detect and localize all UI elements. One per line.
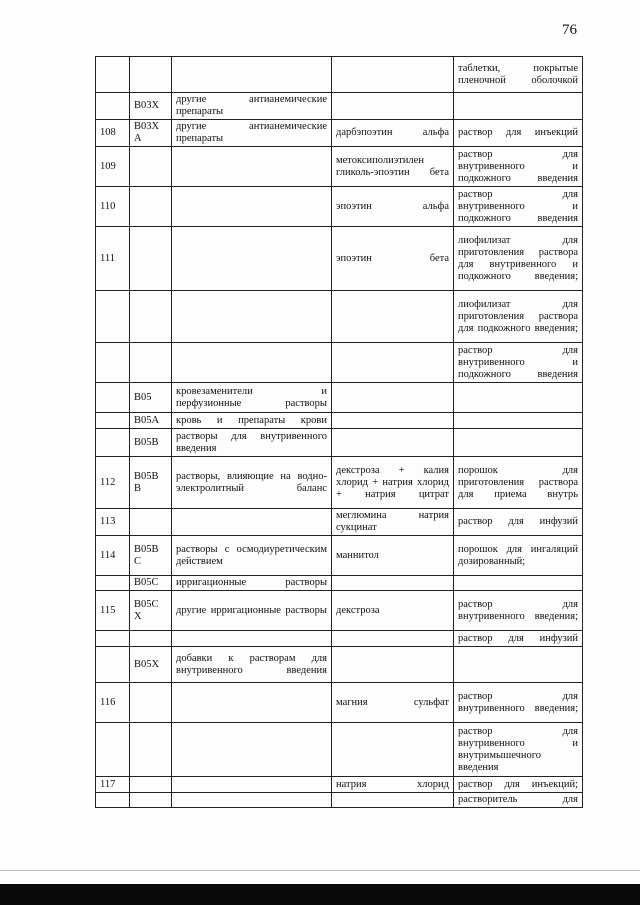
table-row	[96, 536, 583, 576]
row-number-cell: 109	[96, 147, 130, 187]
table-row	[96, 683, 583, 723]
atc-code-cell	[130, 57, 172, 93]
substance-cell	[332, 429, 454, 457]
scan-bottom-edge	[0, 884, 640, 905]
dosage-form-cell: раствор для внутривенного введения;	[454, 591, 583, 631]
dosage-form-cell: раствор для инъекций;	[454, 777, 583, 793]
table-row	[96, 429, 583, 457]
table-row	[96, 509, 583, 536]
table-row	[96, 120, 583, 147]
dosage-form-cell: раствор для внутривенного и внутримышечного введения	[454, 723, 583, 777]
dosage-form-cell: раствор для внутривенного и подкожного введения	[454, 147, 583, 187]
table-row	[96, 343, 583, 383]
row-number-cell	[96, 413, 130, 429]
dosage-form-cell	[454, 576, 583, 591]
dosage-form-cell: раствор для внутривенного введения;	[454, 683, 583, 723]
dosage-form-cell	[454, 413, 583, 429]
table-row	[96, 647, 583, 683]
substance-cell: декстроза + калия хлорид + натрия хлорид + натрия цитрат	[332, 457, 454, 509]
row-number-cell: 115	[96, 591, 130, 631]
dosage-form-cell	[454, 429, 583, 457]
group-name-cell: ирригационные растворы	[172, 576, 332, 591]
dosage-form-cell	[454, 647, 583, 683]
substance-cell	[332, 291, 454, 343]
group-name-cell	[172, 187, 332, 227]
substance-cell	[332, 383, 454, 413]
atc-code-cell: B05B C	[130, 536, 172, 576]
row-number-cell	[96, 93, 130, 120]
row-number-cell: 113	[96, 509, 130, 536]
table-row	[96, 413, 583, 429]
atc-code-cell	[130, 187, 172, 227]
group-name-cell	[172, 343, 332, 383]
substance-cell: меглюмина натрия сукцинат	[332, 509, 454, 536]
group-name-cell: кровезаменители и перфузионные растворы	[172, 383, 332, 413]
group-name-cell: другие ирригационные растворы	[172, 591, 332, 631]
table-row	[96, 591, 583, 631]
row-number-cell	[96, 57, 130, 93]
row-number-cell: 114	[96, 536, 130, 576]
substance-cell	[332, 647, 454, 683]
atc-code-cell: B05C X	[130, 591, 172, 631]
group-name-cell	[172, 509, 332, 536]
atc-code-cell	[130, 147, 172, 187]
dosage-form-cell	[454, 383, 583, 413]
atc-code-cell: B05X	[130, 647, 172, 683]
table-row	[96, 576, 583, 591]
atc-code-cell: B05C	[130, 576, 172, 591]
group-name-cell	[172, 291, 332, 343]
group-name-cell: кровь и препараты крови	[172, 413, 332, 429]
substance-cell: натрия хлорид	[332, 777, 454, 793]
table-row	[96, 227, 583, 291]
dosage-form-cell: лиофилизат для приготовления раствора для подкожного введения;	[454, 291, 583, 343]
atc-code-cell	[130, 343, 172, 383]
substance-cell	[332, 413, 454, 429]
atc-code-cell: B05	[130, 383, 172, 413]
group-name-cell: растворы, влияющие на водно-электролитный баланс	[172, 457, 332, 509]
atc-code-cell: B03X A	[130, 120, 172, 147]
substance-cell	[332, 723, 454, 777]
drug-registry-table	[95, 56, 583, 808]
group-name-cell: добавки к растворам для внутривенного введения	[172, 647, 332, 683]
substance-cell	[332, 793, 454, 808]
substance-cell: эпоэтин альфа	[332, 187, 454, 227]
dosage-form-cell	[454, 93, 583, 120]
group-name-cell	[172, 723, 332, 777]
group-name-cell	[172, 793, 332, 808]
dosage-form-cell: раствор для внутривенного и подкожного введения	[454, 343, 583, 383]
group-name-cell	[172, 147, 332, 187]
group-name-cell	[172, 227, 332, 291]
group-name-cell	[172, 683, 332, 723]
substance-cell: эпоэтин бета	[332, 227, 454, 291]
row-number-cell	[96, 343, 130, 383]
row-number-cell: 112	[96, 457, 130, 509]
row-number-cell: 108	[96, 120, 130, 147]
atc-code-cell	[130, 683, 172, 723]
dosage-form-cell: порошок для приготовления раствора для приема внутрь	[454, 457, 583, 509]
substance-cell	[332, 93, 454, 120]
group-name-cell: другие антианемические препараты	[172, 120, 332, 147]
table-row	[96, 631, 583, 647]
row-number-cell	[96, 291, 130, 343]
substance-cell: маннитол	[332, 536, 454, 576]
atc-code-cell	[130, 777, 172, 793]
atc-code-cell	[130, 291, 172, 343]
table-row	[96, 57, 583, 93]
group-name-cell	[172, 57, 332, 93]
table-row	[96, 291, 583, 343]
substance-cell	[332, 631, 454, 647]
row-number-cell	[96, 793, 130, 808]
substance-cell: дарбэпоэтин альфа	[332, 120, 454, 147]
substance-cell	[332, 343, 454, 383]
table-row	[96, 793, 583, 808]
dosage-form-cell: таблетки, покрытые пленочной оболочкой	[454, 57, 583, 93]
row-number-cell: 117	[96, 777, 130, 793]
dosage-form-cell: лиофилизат для приготовления раствора для внутривенного и подкожного введения;	[454, 227, 583, 291]
substance-cell	[332, 576, 454, 591]
row-number-cell	[96, 383, 130, 413]
atc-code-cell	[130, 631, 172, 647]
row-number-cell	[96, 429, 130, 457]
dosage-form-cell: порошок для ингаляций дозированный;	[454, 536, 583, 576]
row-number-cell: 110	[96, 187, 130, 227]
table-row	[96, 457, 583, 509]
group-name-cell: растворы для внутривенного введения	[172, 429, 332, 457]
row-number-cell: 111	[96, 227, 130, 291]
dosage-form-cell: раствор для внутривенного и подкожного введения	[454, 187, 583, 227]
atc-code-cell	[130, 509, 172, 536]
row-number-cell	[96, 576, 130, 591]
atc-code-cell: B05B	[130, 429, 172, 457]
page-number: 76	[562, 22, 577, 38]
group-name-cell	[172, 777, 332, 793]
atc-code-cell	[130, 227, 172, 291]
table-row	[96, 93, 583, 120]
row-number-cell	[96, 723, 130, 777]
group-name-cell: другие антианемические препараты	[172, 93, 332, 120]
table-row	[96, 187, 583, 227]
table-row	[96, 777, 583, 793]
table-row	[96, 147, 583, 187]
substance-cell: декстроза	[332, 591, 454, 631]
table-row	[96, 383, 583, 413]
page-bottom-rule	[0, 870, 640, 871]
dosage-form-cell: растворитель для	[454, 793, 583, 808]
row-number-cell	[96, 647, 130, 683]
atc-code-cell: B03X	[130, 93, 172, 120]
row-number-cell: 116	[96, 683, 130, 723]
atc-code-cell	[130, 793, 172, 808]
group-name-cell	[172, 631, 332, 647]
atc-code-cell: B05A	[130, 413, 172, 429]
dosage-form-cell: раствор для инфузий	[454, 509, 583, 536]
dosage-form-cell: раствор для инъекций	[454, 120, 583, 147]
row-number-cell	[96, 631, 130, 647]
substance-cell: метоксиполиэтилен гликоль-эпоэтин бета	[332, 147, 454, 187]
atc-code-cell	[130, 723, 172, 777]
substance-cell: магния сульфат	[332, 683, 454, 723]
atc-code-cell: B05B B	[130, 457, 172, 509]
substance-cell	[332, 57, 454, 93]
table-row	[96, 723, 583, 777]
dosage-form-cell: раствор для инфузий	[454, 631, 583, 647]
group-name-cell: растворы с осмодиуретическим действием	[172, 536, 332, 576]
